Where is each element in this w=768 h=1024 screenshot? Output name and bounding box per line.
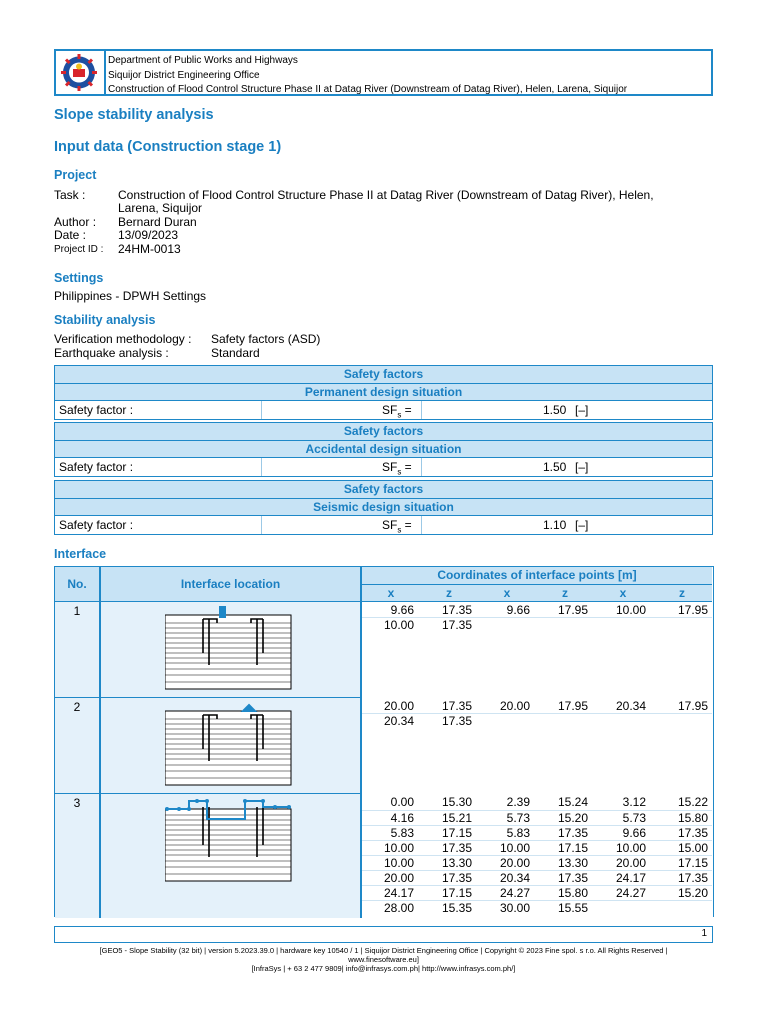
coord-z: 17.35 <box>557 871 588 885</box>
coord-z: 17.15 <box>441 886 472 900</box>
interface-diagram-icon <box>165 605 295 691</box>
safety-symbol <box>382 401 412 424</box>
dpwh-seal-icon <box>56 51 106 94</box>
column-divider <box>99 567 101 918</box>
coord-x: 10.00 <box>383 856 414 870</box>
interface-row-no: 2 <box>73 700 81 714</box>
interface-table <box>54 566 714 917</box>
safety-title: Safety factors <box>55 423 712 441</box>
column-header-location: Interface location <box>101 567 360 601</box>
coord-x: 28.00 <box>383 901 414 915</box>
coord-z: 17.35 <box>441 618 472 632</box>
coord-x: 5.73 <box>506 811 530 825</box>
cell-divider <box>362 825 712 826</box>
task-value-line-1: Construction of Flood Control Structure Phase II at Datag River (Downstream of Datag River), Helen, <box>118 188 654 202</box>
coord-x: 24.17 <box>615 871 646 885</box>
header-line-2: Siquijor District Engineering Office <box>108 69 260 81</box>
earthquake-value: Standard <box>211 346 260 360</box>
task-value-line-2: Larena, Siquijor <box>118 201 203 215</box>
column-header-x3: x <box>594 585 652 601</box>
coord-z: 13.30 <box>441 856 472 870</box>
coord-x: 5.83 <box>506 826 530 840</box>
coord-z: 17.35 <box>441 871 472 885</box>
safety-unit: [–] <box>575 518 589 532</box>
coord-x: 0.00 <box>390 795 414 809</box>
coord-x: 10.00 <box>383 618 414 632</box>
page-title: Slope stability analysis <box>54 107 214 123</box>
stability-heading: Stability analysis <box>54 313 156 327</box>
coord-z: 15.21 <box>441 811 472 825</box>
cell-divider <box>362 870 712 871</box>
coord-x: 5.73 <box>622 811 646 825</box>
coord-x: 24.27 <box>615 886 646 900</box>
safety-symbol <box>382 458 412 481</box>
settings-value: Philippines - DPWH Settings <box>54 289 207 303</box>
document-header <box>54 49 713 96</box>
situation-title: Permanent design situation <box>55 384 712 402</box>
coord-x: 9.66 <box>390 603 414 617</box>
coord-z: 17.35 <box>677 826 708 840</box>
coord-x: 24.17 <box>383 886 414 900</box>
interface-row-no: 1 <box>73 604 81 618</box>
coord-z: 15.20 <box>557 811 588 825</box>
safety-title: Safety factors <box>55 481 712 499</box>
column-header-z1: z <box>420 585 478 601</box>
coord-z: 13.30 <box>557 856 588 870</box>
coord-z: 17.95 <box>557 603 588 617</box>
safety-label: Safety factor : <box>59 518 134 532</box>
coord-x: 20.00 <box>383 871 414 885</box>
column-header-no: No. <box>55 567 99 601</box>
sf-equals: = <box>401 518 412 532</box>
coord-x: 10.00 <box>499 841 530 855</box>
coord-x: 20.00 <box>499 856 530 870</box>
coord-z: 15.80 <box>677 811 708 825</box>
method-value: Safety factors (ASD) <box>211 332 321 346</box>
method-label: Verification methodology : <box>54 332 192 346</box>
coord-z: 17.15 <box>441 826 472 840</box>
sf-subscript: s <box>397 410 402 420</box>
coord-x: 10.00 <box>615 841 646 855</box>
sf-subscript: s <box>397 467 402 477</box>
coord-x: 2.39 <box>506 795 530 809</box>
coord-z: 17.35 <box>677 871 708 885</box>
coord-x: 20.00 <box>499 699 530 713</box>
footer-line-3: [InfraSys | + 63 2 477 9809| info@infrasys.com.ph| http://www.infrasys.com.ph/] <box>251 964 516 973</box>
project-id-label: Project ID : <box>54 244 104 255</box>
coord-x: 20.00 <box>383 699 414 713</box>
safety-table-seismic <box>54 480 713 535</box>
column-divider <box>360 567 362 918</box>
safety-value: 1.50 <box>543 403 567 417</box>
sf-equals: = <box>401 460 412 474</box>
header-line-1: Department of Public Works and Highways <box>108 55 298 66</box>
coord-z: 17.95 <box>557 699 588 713</box>
column-divider <box>261 401 262 419</box>
sf-equals: = <box>401 403 412 417</box>
cell-divider <box>362 840 712 841</box>
cell-divider <box>362 713 712 714</box>
header-line-3: Construction of Flood Control Structure Phase II at Datag River (Downstream of Datag River), Helen, Larena, Siquijor <box>108 84 628 95</box>
sf-symbol: SF <box>382 403 398 417</box>
coord-x: 20.34 <box>499 871 530 885</box>
sf-subscript: s <box>397 525 402 535</box>
coord-z: 17.35 <box>441 841 472 855</box>
column-divider <box>261 516 262 534</box>
page-number: 1 <box>701 928 707 939</box>
row-divider <box>55 697 360 698</box>
safety-label: Safety factor : <box>59 403 134 417</box>
safety-row <box>55 516 712 534</box>
coord-z: 15.22 <box>677 795 708 809</box>
column-header-z2: z <box>536 585 594 601</box>
column-header-coordinates: Coordinates of interface points [m] <box>362 567 712 584</box>
safety-table-permanent <box>54 365 713 420</box>
safety-label: Safety factor : <box>59 460 134 474</box>
cell-divider <box>362 885 712 886</box>
cell-divider <box>362 810 712 811</box>
coord-z: 15.35 <box>441 901 472 915</box>
coord-z: 15.55 <box>557 901 588 915</box>
safety-unit: [–] <box>575 460 589 474</box>
safety-title: Safety factors <box>55 366 712 384</box>
column-header-x1: x <box>362 585 420 601</box>
cell-divider <box>362 855 712 856</box>
coord-z: 15.20 <box>677 886 708 900</box>
coord-z: 15.80 <box>557 886 588 900</box>
page-subtitle: Input data (Construction stage 1) <box>54 139 282 155</box>
interface-diagram-icon <box>165 701 295 787</box>
coord-x: 20.00 <box>615 856 646 870</box>
column-divider <box>421 516 422 534</box>
date-label: Date : <box>54 228 87 242</box>
safety-table-accidental <box>54 422 713 477</box>
project-heading: Project <box>54 168 97 182</box>
page-number-box <box>54 926 713 943</box>
safety-value: 1.50 <box>543 460 567 474</box>
coord-x: 20.34 <box>383 714 414 728</box>
cell-divider <box>362 617 712 618</box>
footer-line-1: [GEO5 - Slope Stability (32 bit) | version 5.2023.39.0 | hardware key 10540 / 1 | Siquijor District Engineering Office | Copyright © 2023 Fine spol. s r.o. All Rights Reserved | <box>99 946 668 955</box>
coord-z: 15.00 <box>677 841 708 855</box>
author-value: Bernard Duran <box>118 215 197 229</box>
situation-title: Accidental design situation <box>55 441 712 459</box>
date-value: 13/09/2023 <box>118 228 179 242</box>
interface-row-no: 3 <box>73 796 81 810</box>
safety-value: 1.10 <box>543 518 567 532</box>
column-header-x2: x <box>478 585 536 601</box>
column-header-z3: z <box>652 585 712 601</box>
safety-row <box>55 458 712 476</box>
subheader-divider <box>362 584 712 585</box>
coord-z: 17.35 <box>441 714 472 728</box>
coord-x: 5.83 <box>390 826 414 840</box>
cell-divider <box>362 900 712 901</box>
row-divider <box>55 793 360 794</box>
settings-heading: Settings <box>54 271 104 285</box>
author-label: Author : <box>54 215 97 229</box>
interface-diagram-icon <box>165 797 295 883</box>
coord-x: 10.00 <box>383 841 414 855</box>
safety-symbol <box>382 516 412 539</box>
sf-symbol: SF <box>382 518 398 532</box>
coord-x: 30.00 <box>499 901 530 915</box>
sf-symbol: SF <box>382 460 398 474</box>
coord-z: 17.35 <box>441 699 472 713</box>
coord-z: 17.95 <box>677 603 708 617</box>
coord-z: 17.15 <box>557 841 588 855</box>
footer-line-2: www.finesoftware.eu] <box>348 955 419 964</box>
coord-x: 20.34 <box>615 699 646 713</box>
column-divider <box>421 458 422 476</box>
coord-z: 17.95 <box>677 699 708 713</box>
header-text <box>108 54 627 98</box>
coord-z: 17.35 <box>557 826 588 840</box>
project-id-value: 24HM-0013 <box>118 242 181 256</box>
coord-x: 9.66 <box>622 826 646 840</box>
safety-unit: [–] <box>575 403 589 417</box>
coord-x: 10.00 <box>615 603 646 617</box>
column-divider <box>261 458 262 476</box>
coord-x: 24.27 <box>499 886 530 900</box>
task-label: Task : <box>54 188 86 202</box>
header-divider <box>55 601 712 602</box>
coord-z: 15.24 <box>557 795 588 809</box>
coord-x: 9.66 <box>506 603 530 617</box>
coord-z: 15.30 <box>441 795 472 809</box>
coord-z: 17.35 <box>441 603 472 617</box>
interface-heading: Interface <box>54 547 107 561</box>
coord-z: 17.15 <box>677 856 708 870</box>
column-divider <box>421 401 422 419</box>
coord-x: 4.16 <box>390 811 414 825</box>
situation-title: Seismic design situation <box>55 499 712 517</box>
coord-x: 3.12 <box>622 795 646 809</box>
no-column-fill <box>55 602 99 918</box>
earthquake-label: Earthquake analysis : <box>54 346 169 360</box>
safety-row <box>55 401 712 419</box>
